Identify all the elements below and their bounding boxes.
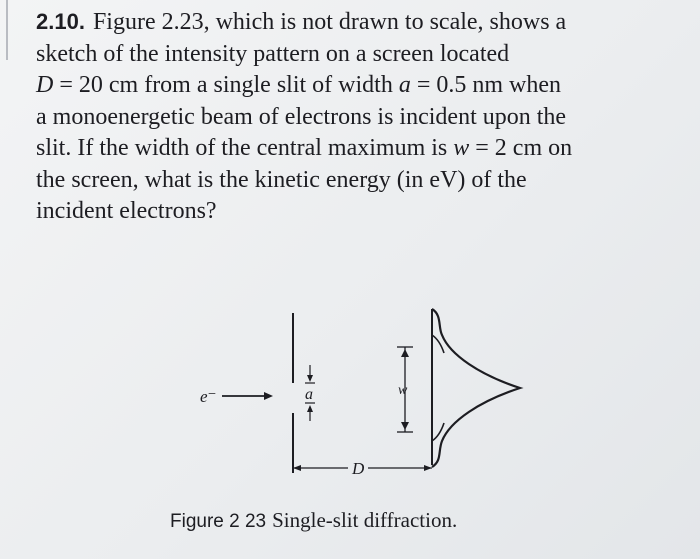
- slit-width-label: a: [305, 386, 313, 403]
- intensity-curve: [432, 309, 520, 467]
- caption-number: Figure 2 23: [170, 511, 267, 532]
- problem-line-5: slit. If the width of the central maximum is w = 2 cm on: [36, 135, 573, 161]
- diffraction-diagram: [180, 295, 540, 485]
- problem-line-2: sketch of the intensity pattern on a screen located: [36, 40, 510, 67]
- caption-text: Single-slit diffraction.: [272, 508, 458, 532]
- distance-label: D: [352, 459, 365, 478]
- figure-caption: [170, 508, 457, 533]
- peak-width-label: w: [398, 383, 408, 398]
- problem-number: 2.10.: [36, 9, 85, 34]
- diffraction-figure: [180, 295, 540, 485]
- problem-line-3: D = 20 cm from a single slit of width a = 0.5 nm when: [36, 72, 562, 98]
- problem-line-6: the screen, what is the kinetic energy (in eV) of the: [36, 166, 527, 193]
- problem-line-7: incident electrons?: [36, 198, 217, 224]
- problem-text: [36, 6, 686, 228]
- arrow-head-icon: [264, 392, 273, 400]
- problem-line-4: a monoenergetic beam of electrons is incident upon the: [36, 103, 567, 130]
- problem-line-1: 2.10. Figure 2.23, which is not drawn to scale, shows a: [36, 9, 567, 35]
- margin-mark: [6, 0, 30, 60]
- electron-label: e⁻: [200, 387, 217, 406]
